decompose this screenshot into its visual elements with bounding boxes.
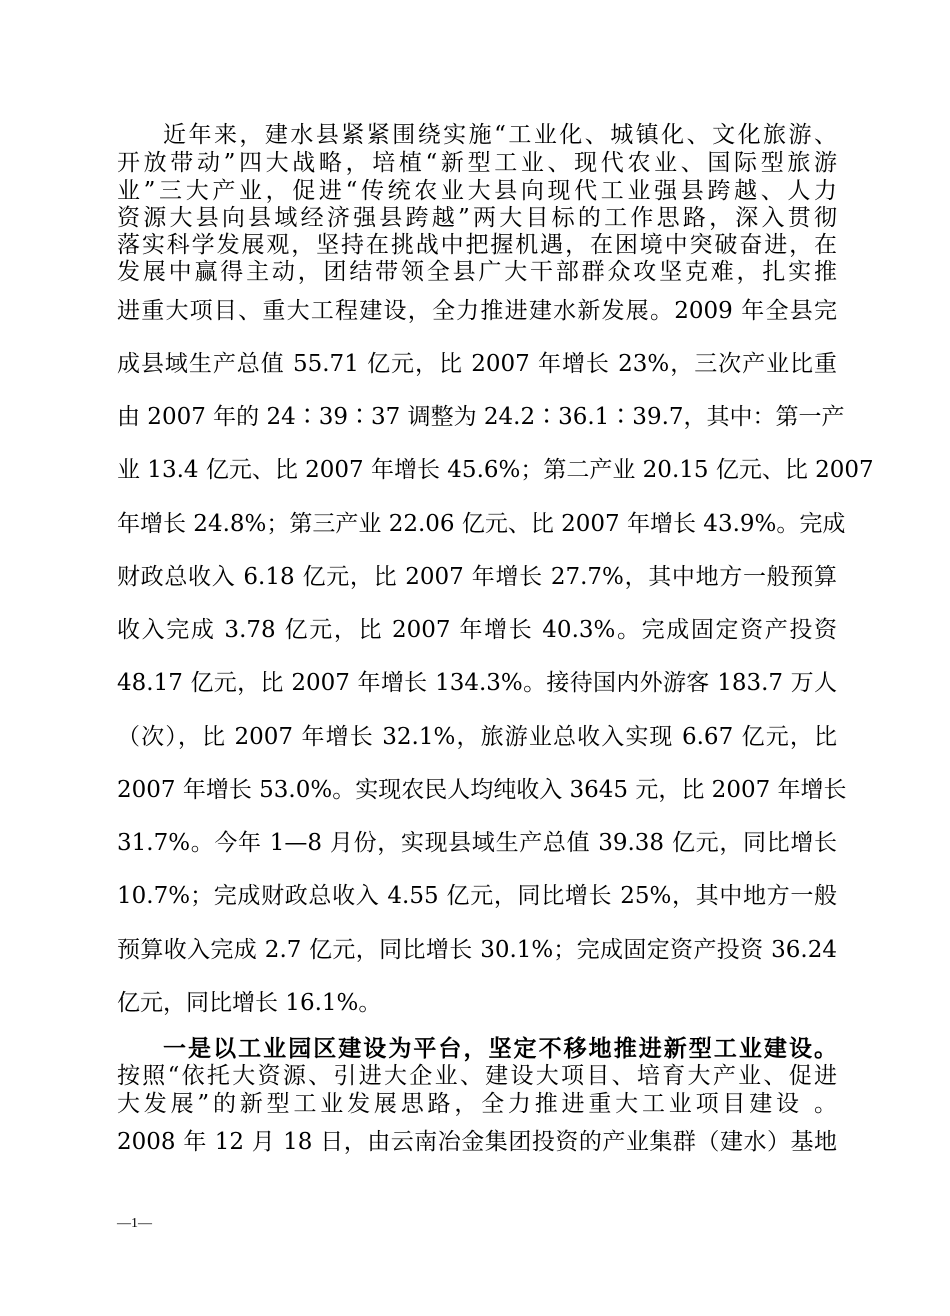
paragraph-line: 资源大县向县域经济强县跨越”两大目标的工作思路，深入贯彻: [117, 205, 837, 231]
paragraph-line: 成县域生产总值 55.71 亿元，比 2007 年增长 23%，三次产业比重: [117, 351, 837, 377]
paragraph-line: 2007 年增长 53.0%。实现农民人均纯收入 3645 元，比 2007 年增长: [117, 777, 847, 803]
paragraph-line: 由 2007 年的 24∶39∶37 调整为 24.2∶36.1∶39.7，其中：第一产: [117, 404, 845, 430]
paragraph-line: 落实科学发展观，坚持在挑战中把握机遇，在困境中突破奋进，在: [117, 232, 837, 258]
paragraph-line: 开放带动”四大战略，培植“新型工业、现代农业、国际型旅游: [117, 150, 837, 176]
paragraph-line: 预算收入完成 2.7 亿元，同比增长 30.1%；完成固定资产投资 36.24: [117, 937, 837, 963]
paragraph-line: 按照“依托大资源、引进大企业、建设大项目、培育大产业、促进: [117, 1063, 837, 1089]
paragraph-line: 48.17 亿元，比 2007 年增长 134.3%。接待国内外游客 183.7 万人: [117, 670, 837, 696]
paragraph-line: 2008 年 12 月 18 日，由云南冶金集团投资的产业集群（建水）基地: [117, 1129, 837, 1155]
paragraph-line: 收入完成 3.78 亿元，比 2007 年增长 40.3%。完成固定资产投资: [117, 617, 837, 643]
paragraph-line: 年增长 24.8%；第三产业 22.06 亿元、比 2007 年增长 43.9%。完成: [117, 511, 846, 537]
paragraph-line: 亿元，同比增长 16.1%。: [117, 990, 382, 1016]
paragraph-line: 业”三大产业，促进“传统农业大县向现代工业强县跨越、人力: [117, 178, 837, 204]
paragraph-line: 进重大项目、重大工程建设，全力推进建水新发展。2009 年全县完: [117, 298, 837, 324]
page-number: —1—: [117, 1216, 152, 1231]
section-heading: 一是以工业园区建设为平台，坚定不移地推进新型工业建设。: [163, 1035, 837, 1062]
paragraph-line: 业 13.4 亿元、比 2007 年增长 45.6%；第二产业 20.15 亿元、比 2007: [117, 457, 874, 483]
paragraph-line: 近年来，建水县紧紧围绕实施“工业化、城镇化、文化旅游、: [163, 122, 837, 148]
paragraph-line: 大发展”的新型工业发展思路，全力推进重大工业项目建设 。: [117, 1091, 837, 1117]
paragraph-line: 10.7%；完成财政总收入 4.55 亿元，同比增长 25%，其中地方一般: [117, 883, 837, 909]
paragraph-line: 财政总收入 6.18 亿元，比 2007 年增长 27.7%，其中地方一般预算: [117, 564, 837, 590]
paragraph-line: 发展中赢得主动，团结带领全县广大干部群众攻坚克难，扎实推: [117, 259, 837, 285]
paragraph-line: 31.7%。今年 1—8 月份，实现县域生产总值 39.38 亿元，同比增长: [117, 830, 837, 856]
paragraph-line: （次），比 2007 年增长 32.1%，旅游业总收入实现 6.67 亿元，比: [117, 724, 837, 750]
